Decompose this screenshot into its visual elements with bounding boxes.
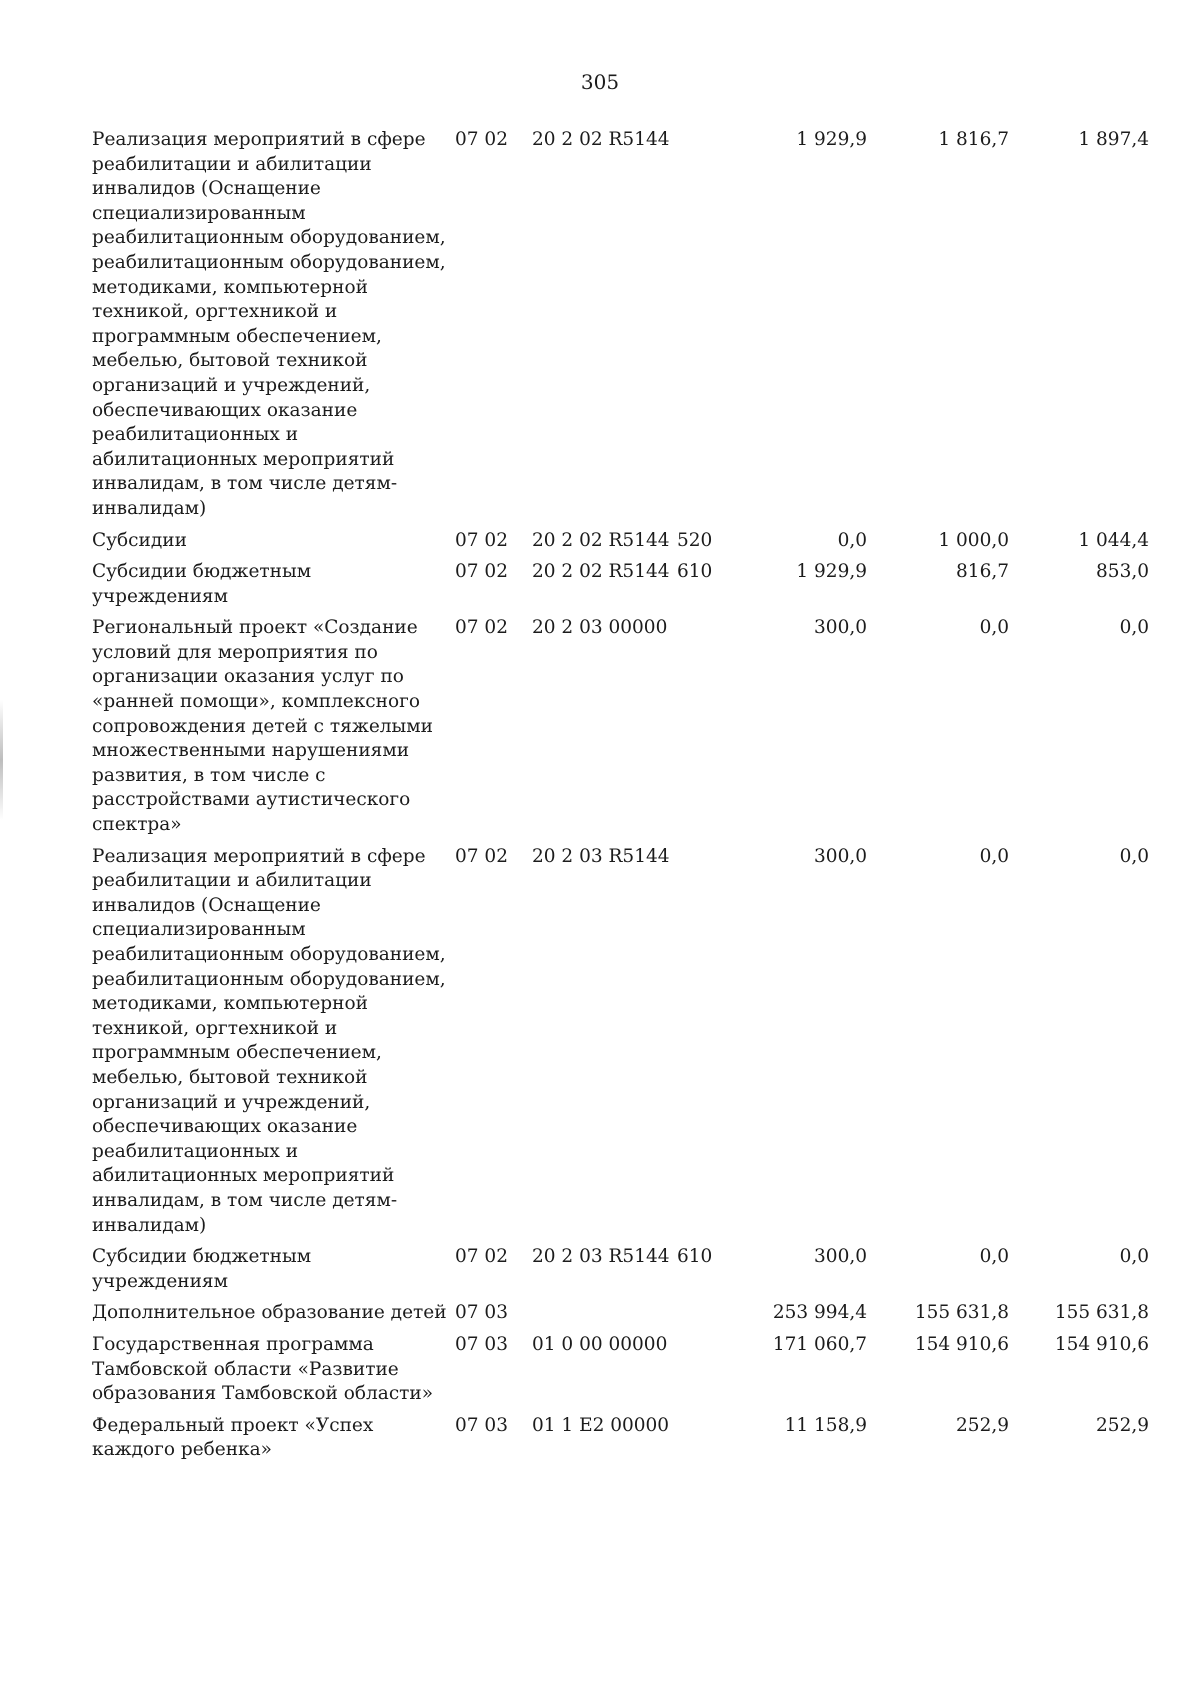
row-name: Федеральный проект «Успех каждого ребенка» — [92, 1414, 374, 1461]
row-target-article: 01 0 00 00000 — [532, 1333, 668, 1355]
scan-edge-artifact — [0, 700, 3, 820]
row-amount-1: 171 060,7 — [772, 1333, 867, 1355]
table-row — [92, 1301, 1172, 1326]
row-section-code: 07 03 — [455, 1414, 508, 1436]
page-number: 305 — [580, 70, 620, 94]
row-name: Региональный проект «Создание условий для мероприятия по организации оказания услуг по «ранней помощи», комплексного сопровождения детей с тяжелыми множественными нарушениями развития, в том числе с расстройствами аутистического спектра» — [92, 617, 433, 836]
row-name: Реализация мероприятий в сфере реабилитации и абилитации инвалидов (Оснащение специализированным реабилитационным оборудованием, реабилитационным оборудованием, методиками, компьютерной техникой, оргтехникой и программным обеспечением, мебелью, бытовой техникой организаций и учреждений, обеспечивающих оказание реабилитационных и абилитационных мероприятий инвалидам, в том числе детям-инвалидам) — [92, 845, 446, 1236]
row-amount-1: 253 994,4 — [772, 1302, 867, 1324]
row-amount-3: 154 910,6 — [1054, 1333, 1149, 1355]
row-name: Субсидии — [92, 529, 187, 551]
row-name: Государственная программа Тамбовской области «Развитие образования Тамбовской области» — [92, 1333, 434, 1405]
row-amount-3: 155 631,8 — [1054, 1302, 1149, 1324]
row-section-code: 07 03 — [455, 1333, 508, 1355]
table-row — [92, 529, 1172, 554]
row-amount-3: 0,0 — [1119, 1246, 1149, 1268]
table-row — [92, 1245, 1172, 1294]
row-section-code: 07 02 — [455, 529, 508, 551]
row-target-article: 20 2 03 00000 — [532, 617, 668, 639]
row-target-article: 20 2 03 R5144 — [532, 845, 670, 867]
row-amount-3: 853,0 — [1096, 561, 1149, 583]
row-amount-2: 155 631,8 — [914, 1302, 1009, 1324]
row-amount-2: 154 910,6 — [914, 1333, 1009, 1355]
row-name: Субсидии бюджетным учреждениям — [92, 561, 312, 607]
row-target-article: 20 2 02 R5144 — [532, 529, 670, 551]
table-row — [92, 616, 1172, 837]
row-section-code: 07 03 — [455, 1302, 508, 1324]
row-section-code: 07 02 — [455, 845, 508, 867]
row-name: Субсидии бюджетным учреждениям — [92, 1246, 312, 1292]
row-amount-1: 300,0 — [814, 845, 867, 867]
row-section-code: 07 02 — [455, 561, 508, 583]
table-row — [92, 1333, 1172, 1407]
row-expense-type: 520 — [677, 529, 713, 551]
row-amount-1: 11 158,9 — [784, 1414, 867, 1436]
table-row — [92, 128, 1172, 522]
row-expense-type: 610 — [677, 561, 713, 583]
row-amount-1: 1 929,9 — [796, 129, 867, 150]
row-amount-3: 1 897,4 — [1078, 129, 1149, 150]
row-amount-3: 0,0 — [1119, 845, 1149, 867]
row-section-code: 07 02 — [455, 617, 508, 639]
row-section-code: 07 02 — [455, 1246, 508, 1268]
row-amount-1: 1 929,9 — [796, 561, 867, 583]
row-amount-2: 1 816,7 — [938, 129, 1009, 150]
row-amount-3: 1 044,4 — [1078, 529, 1149, 551]
row-expense-type: 610 — [677, 1246, 713, 1268]
row-amount-2: 0,0 — [979, 1246, 1009, 1268]
row-amount-2: 252,9 — [956, 1414, 1009, 1436]
row-amount-1: 300,0 — [814, 617, 867, 639]
table-row — [92, 560, 1172, 609]
row-target-article: 01 1 E2 00000 — [532, 1414, 670, 1436]
row-name: Реализация мероприятий в сфере реабилитации и абилитации инвалидов (Оснащение специализированным реабилитационным оборудованием, реабилитационным оборудованием, методиками, компьютерной техникой, оргтехникой и программным обеспечением, мебелью, бытовой техникой организаций и учреждений, обеспечивающих оказание реабилитационных и абилитационных мероприятий инвалидам, в том числе детям-инвалидам) — [92, 129, 446, 519]
row-amount-3: 252,9 — [1096, 1414, 1149, 1436]
row-amount-2: 816,7 — [956, 561, 1009, 583]
row-amount-2: 0,0 — [979, 845, 1009, 867]
row-amount-1: 0,0 — [837, 529, 867, 551]
budget-table — [92, 128, 1172, 1463]
row-amount-2: 1 000,0 — [938, 529, 1009, 551]
row-amount-3: 0,0 — [1119, 617, 1149, 639]
row-target-article: 20 2 02 R5144 — [532, 561, 670, 583]
row-section-code: 07 02 — [455, 129, 508, 150]
row-amount-2: 0,0 — [979, 617, 1009, 639]
table-row — [92, 1414, 1172, 1463]
row-target-article: 20 2 02 R5144 — [532, 129, 670, 150]
row-amount-1: 300,0 — [814, 1246, 867, 1268]
row-target-article: 20 2 03 R5144 — [532, 1246, 670, 1268]
row-name: Дополнительное образование детей — [92, 1302, 447, 1324]
table-row — [92, 845, 1172, 1239]
